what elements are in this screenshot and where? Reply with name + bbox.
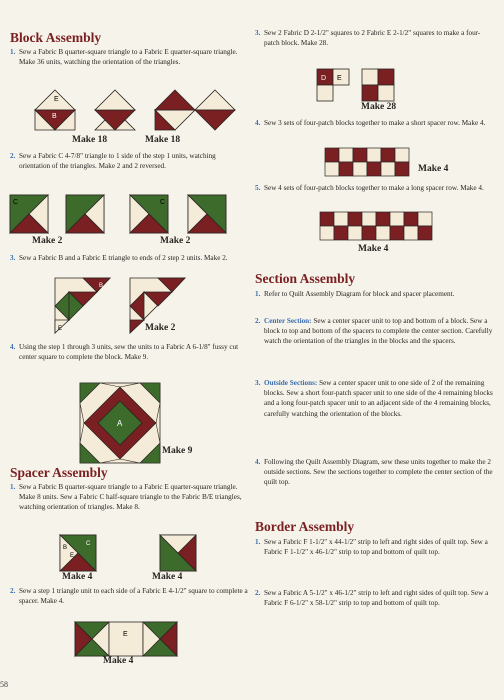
checker-square [325, 148, 339, 162]
svg-text:D: D [321, 75, 327, 82]
spacer-step-5: 5. Sew 4 sets of four-patch blocks together to make a long spacer row. Make 4. [255, 184, 484, 192]
checker-square [320, 212, 334, 226]
checker-square [320, 226, 334, 240]
checker-square [390, 226, 404, 240]
checker-square [362, 212, 376, 226]
svg-text:E: E [58, 326, 63, 332]
checker-square [404, 226, 418, 240]
spacer-step-3: 3. Sew 2 Fabric D 2-1/2" squares to 2 Fabric E 2-1/2" squares to make a four-patch block. Make 28. [255, 29, 481, 48]
make2-label-b: Make 2 [160, 236, 191, 246]
svg-text:E: E [123, 631, 128, 638]
block-step-3: 3. Sew a Fabric B and a Fabric E triangle to ends of 2 step 2 units. Make 2. [10, 254, 228, 262]
make9-label: Make 9 [162, 446, 193, 456]
svg-text:E: E [337, 75, 342, 82]
checker-square [353, 148, 367, 162]
block-step-2: 2. Sew a Fabric C 4-7/8" triangle to 1 side of the step 1 units, watching orientation of the triangles. Make 2 and 2 reversed. [10, 152, 216, 171]
checker-square [381, 162, 395, 176]
finished-block-diagram [80, 383, 160, 463]
half-square-unit-diagram [10, 195, 250, 235]
svg-text:A: A [117, 419, 123, 428]
checker-square [339, 162, 353, 176]
make2-label-a: Make 2 [32, 236, 63, 246]
checker-square [418, 226, 432, 240]
spacer-step-2: 2. Sew a step 1 triangle unit to each side of a Fabric E 4-1/2" square to complete a spacer. Make 4. [10, 587, 248, 606]
svg-text:B: B [52, 113, 57, 120]
checker-square [390, 212, 404, 226]
section-assembly-heading: Section Assembly [255, 271, 356, 286]
make4-label-a: Make 4 [62, 572, 93, 582]
make2-label-c: Make 2 [145, 323, 176, 333]
spacer-unit-diagram [75, 622, 177, 656]
make4-label-b: Make 4 [152, 572, 183, 582]
short-spacer-row-diagram [325, 148, 415, 178]
checker-square [395, 148, 409, 162]
make4-label-e: Make 4 [358, 244, 389, 254]
svg-text:C: C [13, 199, 19, 206]
svg-text:B: B [63, 545, 68, 551]
qst-unit-diagram [35, 90, 235, 135]
checker-square [367, 148, 381, 162]
checker-square [395, 162, 409, 176]
checker-square [348, 226, 362, 240]
block-assembly-heading: Block Assembly [10, 30, 102, 45]
spacer-triangle-unit-diagram [60, 535, 200, 571]
checker-square [334, 212, 348, 226]
spacer-step-1: 1. Sew a Fabric B quarter-square triangle to a Fabric E quarter-square triangle. Make 8 units. Sew a Fabric C half-square triangle to the Fabric B/E triangles, watching orientation of triangles. Make 8. [10, 483, 242, 512]
section-step-3: 3. Outside Sections: Sew a center spacer unit to one side of 2 of the remaining blocks. Sew a short four-patch spacer unit to one side of the 4 remaining blocks and a long four-patch spacer unit to an adjacent side of the 4 remaining blocks, carefully watching the orientation of the blocks. [255, 379, 493, 418]
border-assembly-heading: Border Assembly [255, 519, 355, 534]
section-step-1: 1. Refer to Quilt Assembly Diagram for block and spacer placement. [255, 290, 455, 298]
make18-label-b: Make 18 [145, 135, 181, 145]
svg-text:E: E [70, 553, 75, 559]
page-number: 58 [0, 680, 8, 689]
checker-square [348, 212, 362, 226]
checker-square [339, 148, 353, 162]
section-step-2: 2. Center Section: Sew a center spacer unit to top and bottom of a block. Sew a block to top and bottom of the spacers to complete the center section. Carefully watch the orientation of the triangles in the blocks and the spacers. [255, 317, 493, 346]
checker-square [404, 212, 418, 226]
make18-label-a: Make 18 [72, 135, 108, 145]
checker-square [376, 212, 390, 226]
four-patch-diagram [317, 69, 412, 103]
checker-square [362, 226, 376, 240]
checker-square [353, 162, 367, 176]
spacer-assembly-heading: Spacer Assembly [10, 465, 108, 480]
block-step-1: 1. Sew a Fabric B quarter-square triangle to a Fabric E quarter-square triangle. Make 36 units, watching the orientation of the triangles. [10, 48, 238, 67]
checker-square [376, 226, 390, 240]
svg-text:B: B [99, 283, 104, 289]
spacer-step-4: 4. Sew 3 sets of four-patch blocks together to make a short spacer row. Make 4. [255, 119, 486, 127]
make4-label-d: Make 4 [418, 164, 449, 174]
checker-square [325, 162, 339, 176]
long-spacer-row-diagram [320, 212, 440, 242]
checker-square [381, 148, 395, 162]
make28-label: Make 28 [361, 102, 397, 112]
section-step-4: 4. Following the Quilt Assembly Diagram, sew these units together to make the 2 outside sections. Sew the sections together to complete the center section of the quilt top. [255, 458, 493, 487]
checker-square [334, 226, 348, 240]
checker-square [418, 212, 432, 226]
svg-text:E: E [54, 96, 59, 103]
svg-text:C: C [160, 199, 166, 206]
border-step-2: 2. Sew a Fabric A 5-1/2" x 46-1/2" strip to left and right sides of quilt top. Sew a Fabric F 6-1/2" x 58-1/2" strip to top and bottom of quilt top. [255, 589, 489, 608]
block-step-4: 4. Using the step 1 through 3 units, sew the units to a Fabric A 6-1/8" fussy cut center square to complete the block. Make 9. [10, 343, 239, 362]
make4-label-c: Make 4 [103, 656, 134, 666]
checker-square [367, 162, 381, 176]
border-step-1: 1. Sew a Fabric F 1-1/2" x 44-1/2" strip to left and right sides of quilt top. Sew a Fabric F 1-1/2" x 46-1/2" strip to top and bottom of quilt top. [255, 538, 488, 557]
svg-text:C: C [86, 541, 91, 547]
